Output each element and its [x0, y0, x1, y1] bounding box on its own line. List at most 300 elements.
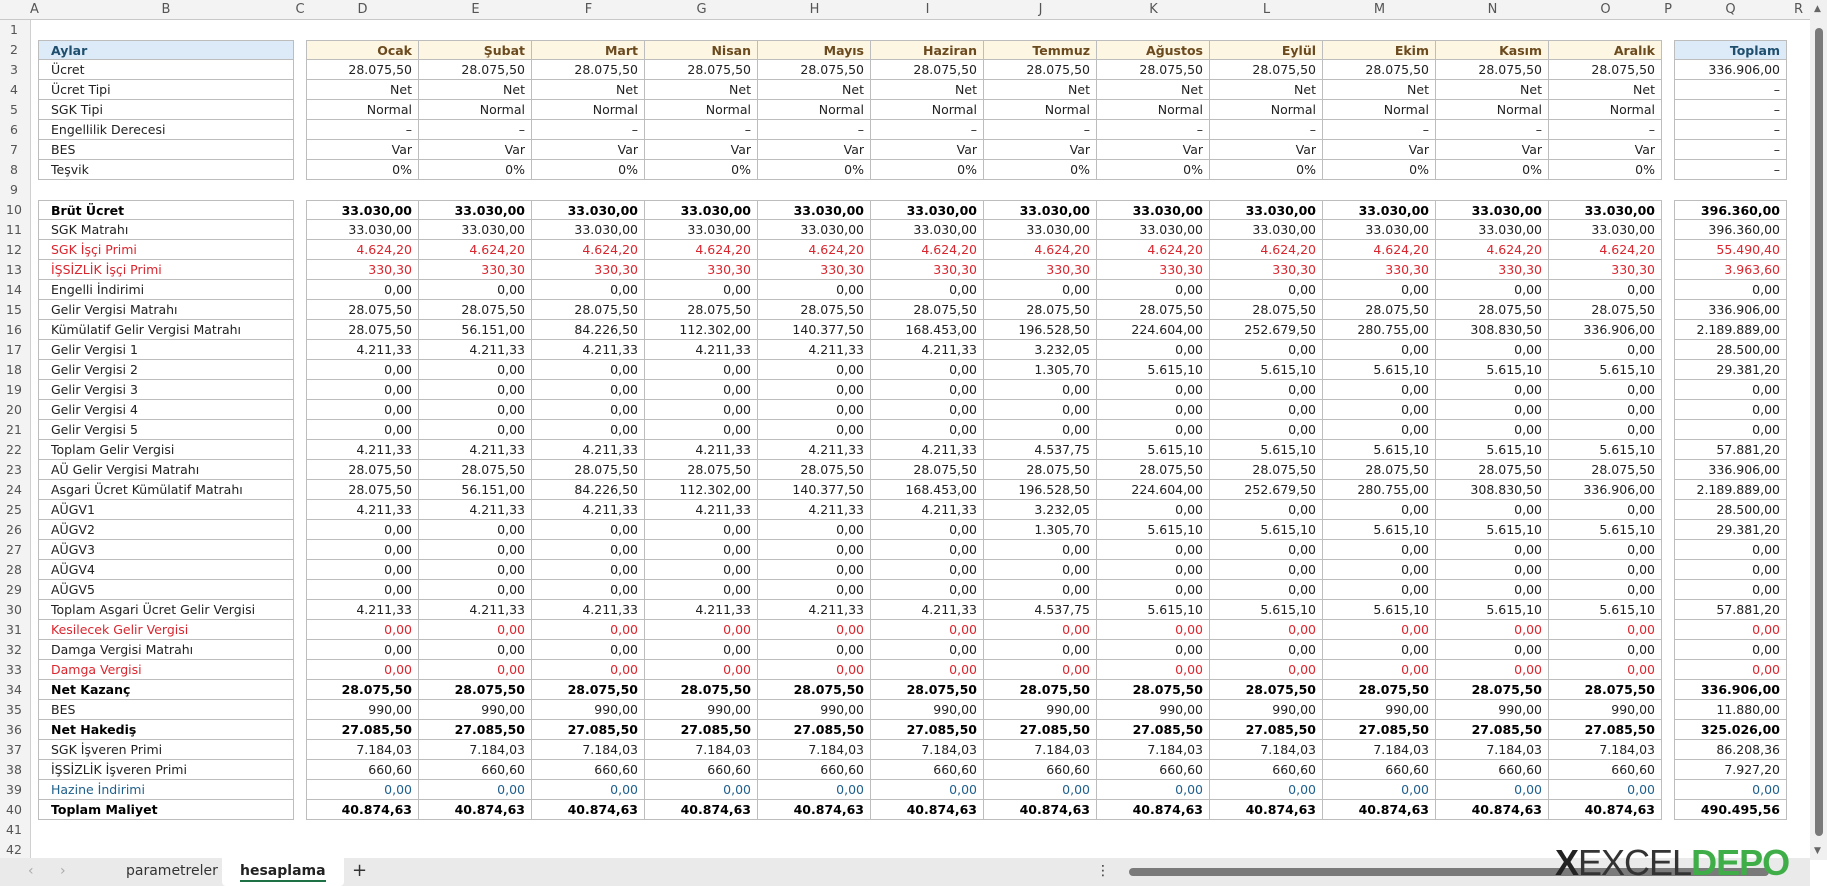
calc-cell[interactable]: 28.075,50 — [1210, 460, 1323, 480]
calc-cell[interactable]: 0,00 — [1436, 580, 1549, 600]
calc-cell[interactable]: 28.075,50 — [419, 300, 532, 320]
calc-cell[interactable]: 5.615,10 — [1323, 360, 1436, 380]
calc-cell[interactable]: 0,00 — [1097, 400, 1210, 420]
calc-cell[interactable]: 0,00 — [1097, 380, 1210, 400]
calc-cell[interactable]: 40.874,63 — [1436, 800, 1549, 820]
calc-row-label[interactable]: Gelir Vergisi 2 — [38, 360, 294, 380]
calc-cell[interactable]: 27.085,50 — [1549, 720, 1662, 740]
calc-cell[interactable]: 4.211,33 — [419, 600, 532, 620]
calc-cell[interactable]: 0,00 — [419, 400, 532, 420]
param-cell[interactable]: Var — [871, 140, 984, 160]
row-header-8[interactable]: 8 — [10, 162, 18, 177]
param-cell[interactable]: Normal — [984, 100, 1097, 120]
calc-cell[interactable]: 28.075,50 — [645, 680, 758, 700]
calc-cell[interactable]: 84.226,50 — [532, 320, 645, 340]
calc-cell[interactable]: 7.184,03 — [1210, 740, 1323, 760]
calc-cell[interactable]: 5.615,10 — [1210, 440, 1323, 460]
calc-total-cell[interactable]: 336.906,00 — [1674, 460, 1787, 480]
calc-cell[interactable]: 990,00 — [1323, 700, 1436, 720]
calc-cell[interactable]: 0,00 — [419, 380, 532, 400]
calc-cell[interactable]: 0,00 — [532, 280, 645, 300]
calc-cell[interactable]: 28.075,50 — [1323, 300, 1436, 320]
param-cell[interactable]: – — [1097, 120, 1210, 140]
calc-cell[interactable]: 28.075,50 — [1436, 300, 1549, 320]
header-month-9[interactable]: Eylül — [1210, 40, 1323, 60]
param-cell[interactable]: Normal — [1210, 100, 1323, 120]
param-cell[interactable]: – — [645, 120, 758, 140]
column-header-b[interactable]: B — [161, 2, 171, 17]
calc-cell[interactable]: 33.030,00 — [984, 200, 1097, 220]
calc-cell[interactable]: 0,00 — [758, 660, 871, 680]
calc-total-cell[interactable]: 29.381,20 — [1674, 360, 1787, 380]
calc-cell[interactable]: 0,00 — [419, 580, 532, 600]
calc-cell[interactable]: 27.085,50 — [758, 720, 871, 740]
prev-sheet-icon[interactable]: ‹ — [28, 863, 34, 879]
calc-cell[interactable]: 33.030,00 — [306, 200, 419, 220]
calc-cell[interactable]: 224.604,00 — [1097, 320, 1210, 340]
row-header-5[interactable]: 5 — [10, 102, 18, 117]
calc-cell[interactable]: 330,30 — [871, 260, 984, 280]
param-cell[interactable]: Var — [532, 140, 645, 160]
calc-row-label[interactable]: Net Hakediş — [38, 720, 294, 740]
calc-cell[interactable]: 0,00 — [1436, 500, 1549, 520]
row-header-35[interactable]: 35 — [6, 702, 22, 717]
calc-cell[interactable]: 27.085,50 — [645, 720, 758, 740]
calc-cell[interactable]: 5.615,10 — [1097, 440, 1210, 460]
calc-cell[interactable]: 84.226,50 — [532, 480, 645, 500]
calc-cell[interactable]: 0,00 — [1210, 420, 1323, 440]
calc-cell[interactable]: 0,00 — [645, 780, 758, 800]
calc-cell[interactable]: 0,00 — [1210, 580, 1323, 600]
param-cell[interactable]: 28.075,50 — [1210, 60, 1323, 80]
calc-cell[interactable]: 0,00 — [1210, 280, 1323, 300]
param-cell[interactable]: Normal — [1549, 100, 1662, 120]
calc-cell[interactable]: 33.030,00 — [419, 220, 532, 240]
calc-total-cell[interactable]: 0,00 — [1674, 780, 1787, 800]
calc-cell[interactable]: 0,00 — [758, 540, 871, 560]
calc-cell[interactable]: 7.184,03 — [419, 740, 532, 760]
scroll-up-icon[interactable]: ▲ — [1814, 4, 1821, 14]
calc-cell[interactable]: 3.232,05 — [984, 340, 1097, 360]
calc-cell[interactable]: 4.211,33 — [645, 440, 758, 460]
calc-cell[interactable]: 0,00 — [306, 580, 419, 600]
calc-cell[interactable]: 280.755,00 — [1323, 480, 1436, 500]
calc-cell[interactable]: 330,30 — [645, 260, 758, 280]
calc-cell[interactable]: 0,00 — [1323, 500, 1436, 520]
calc-total-cell[interactable]: 336.906,00 — [1674, 680, 1787, 700]
calc-cell[interactable]: 28.075,50 — [306, 300, 419, 320]
calc-cell[interactable]: 5.615,10 — [1436, 600, 1549, 620]
calc-cell[interactable]: 5.615,10 — [1323, 440, 1436, 460]
param-cell[interactable]: 0% — [871, 160, 984, 180]
tab-parametreler[interactable]: parametreler — [126, 863, 218, 879]
calc-cell[interactable]: 660,60 — [984, 760, 1097, 780]
calc-cell[interactable]: 33.030,00 — [1097, 200, 1210, 220]
calc-cell[interactable]: 4.211,33 — [306, 600, 419, 620]
row-header-27[interactable]: 27 — [6, 542, 22, 557]
param-cell[interactable]: Normal — [1436, 100, 1549, 120]
calc-total-cell[interactable]: 2.189.889,00 — [1674, 480, 1787, 500]
calc-cell[interactable]: 33.030,00 — [758, 200, 871, 220]
calc-cell[interactable]: 140.377,50 — [758, 480, 871, 500]
calc-cell[interactable]: 4.211,33 — [306, 340, 419, 360]
calc-cell[interactable]: 0,00 — [871, 520, 984, 540]
calc-cell[interactable]: 0,00 — [306, 560, 419, 580]
calc-total-cell[interactable]: 28.500,00 — [1674, 500, 1787, 520]
calc-cell[interactable]: 28.075,50 — [532, 460, 645, 480]
calc-cell[interactable]: 28.075,50 — [532, 680, 645, 700]
column-header-f[interactable]: F — [584, 2, 593, 17]
calc-cell[interactable]: 990,00 — [532, 700, 645, 720]
column-header-o[interactable]: O — [1600, 2, 1611, 17]
calc-total-cell[interactable]: 7.927,20 — [1674, 760, 1787, 780]
calc-cell[interactable]: 4.624,20 — [758, 240, 871, 260]
calc-row-label[interactable]: SGK İşveren Primi — [38, 740, 294, 760]
calc-cell[interactable]: 0,00 — [871, 420, 984, 440]
calc-cell[interactable]: 7.184,03 — [1436, 740, 1549, 760]
calc-cell[interactable]: 0,00 — [758, 520, 871, 540]
calc-cell[interactable]: 0,00 — [645, 360, 758, 380]
param-cell[interactable]: Normal — [1097, 100, 1210, 120]
param-total-cell[interactable]: – — [1674, 140, 1787, 160]
param-label[interactable]: Ücret — [38, 60, 294, 80]
param-cell[interactable]: 28.075,50 — [1323, 60, 1436, 80]
calc-cell[interactable]: 0,00 — [419, 640, 532, 660]
calc-cell[interactable]: 33.030,00 — [645, 200, 758, 220]
calc-cell[interactable]: 27.085,50 — [871, 720, 984, 740]
calc-cell[interactable]: 28.075,50 — [1097, 680, 1210, 700]
calc-cell[interactable]: 0,00 — [532, 380, 645, 400]
calc-cell[interactable]: 33.030,00 — [1323, 200, 1436, 220]
calc-cell[interactable]: 990,00 — [1097, 700, 1210, 720]
calc-cell[interactable]: 27.085,50 — [532, 720, 645, 740]
param-cell[interactable]: 0% — [419, 160, 532, 180]
calc-cell[interactable]: 28.075,50 — [984, 680, 1097, 700]
param-cell[interactable]: Var — [306, 140, 419, 160]
calc-cell[interactable]: 0,00 — [758, 780, 871, 800]
calc-cell[interactable]: 28.075,50 — [645, 460, 758, 480]
column-header-j[interactable]: J — [1038, 2, 1043, 17]
calc-cell[interactable]: 660,60 — [1323, 760, 1436, 780]
header-aylar[interactable]: Aylar — [38, 40, 294, 60]
calc-cell[interactable]: 40.874,63 — [1549, 800, 1662, 820]
calc-cell[interactable]: 280.755,00 — [1323, 320, 1436, 340]
calc-cell[interactable]: 0,00 — [871, 620, 984, 640]
calc-cell[interactable]: 27.085,50 — [984, 720, 1097, 740]
calc-cell[interactable]: 33.030,00 — [984, 220, 1097, 240]
calc-cell[interactable]: 40.874,63 — [532, 800, 645, 820]
param-cell[interactable]: 28.075,50 — [1097, 60, 1210, 80]
calc-cell[interactable]: 33.030,00 — [758, 220, 871, 240]
calc-cell[interactable]: 0,00 — [1323, 400, 1436, 420]
calc-cell[interactable]: 28.075,50 — [758, 460, 871, 480]
header-month-3[interactable]: Mart — [532, 40, 645, 60]
calc-cell[interactable]: 0,00 — [1436, 620, 1549, 640]
calc-cell[interactable]: 0,00 — [1436, 380, 1549, 400]
param-cell[interactable]: Var — [758, 140, 871, 160]
calc-cell[interactable]: 28.075,50 — [645, 300, 758, 320]
calc-cell[interactable]: 0,00 — [532, 520, 645, 540]
calc-cell[interactable]: 27.085,50 — [1097, 720, 1210, 740]
row-header-18[interactable]: 18 — [6, 362, 22, 377]
column-header-i[interactable]: I — [925, 2, 930, 17]
calc-cell[interactable]: 0,00 — [984, 640, 1097, 660]
calc-cell[interactable]: 33.030,00 — [306, 220, 419, 240]
calc-cell[interactable]: 0,00 — [871, 380, 984, 400]
calc-cell[interactable]: 28.075,50 — [1323, 460, 1436, 480]
row-header-1[interactable]: 1 — [10, 22, 18, 37]
calc-cell[interactable]: 28.075,50 — [1549, 680, 1662, 700]
calc-cell[interactable]: 0,00 — [1323, 580, 1436, 600]
row-header-20[interactable]: 20 — [6, 402, 22, 417]
calc-cell[interactable]: 0,00 — [419, 540, 532, 560]
calc-cell[interactable]: 4.537,75 — [984, 440, 1097, 460]
calc-cell[interactable]: 0,00 — [1210, 560, 1323, 580]
calc-cell[interactable]: 0,00 — [984, 540, 1097, 560]
calc-cell[interactable]: 0,00 — [645, 520, 758, 540]
calc-cell[interactable]: 4.624,20 — [306, 240, 419, 260]
row-header-31[interactable]: 31 — [6, 622, 22, 637]
calc-cell[interactable]: 28.075,50 — [419, 680, 532, 700]
calc-cell[interactable]: 5.615,10 — [1097, 600, 1210, 620]
calc-cell[interactable]: 112.302,00 — [645, 480, 758, 500]
calc-row-label[interactable]: Toplam Maliyet — [38, 800, 294, 820]
add-sheet-button[interactable]: + — [352, 860, 368, 881]
calc-cell[interactable]: 33.030,00 — [871, 220, 984, 240]
calc-cell[interactable]: 4.211,33 — [306, 500, 419, 520]
calc-cell[interactable]: 28.075,50 — [419, 460, 532, 480]
calc-cell[interactable]: 40.874,63 — [1210, 800, 1323, 820]
param-cell[interactable]: Normal — [645, 100, 758, 120]
calc-cell[interactable]: 40.874,63 — [306, 800, 419, 820]
calc-total-cell[interactable]: 0,00 — [1674, 420, 1787, 440]
calc-total-cell[interactable]: 0,00 — [1674, 380, 1787, 400]
calc-cell[interactable]: 330,30 — [1549, 260, 1662, 280]
calc-total-cell[interactable]: 57.881,20 — [1674, 440, 1787, 460]
column-header-r[interactable]: R — [1793, 2, 1804, 17]
param-cell[interactable]: 28.075,50 — [419, 60, 532, 80]
column-header-q[interactable]: Q — [1725, 2, 1736, 17]
calc-cell[interactable]: 0,00 — [532, 660, 645, 680]
calc-total-cell[interactable]: 396.360,00 — [1674, 220, 1787, 240]
calc-cell[interactable]: 7.184,03 — [871, 740, 984, 760]
calc-row-label[interactable]: AÜGV4 — [38, 560, 294, 580]
calc-cell[interactable]: 4.211,33 — [306, 440, 419, 460]
header-month-5[interactable]: Mayıs — [758, 40, 871, 60]
row-header-24[interactable]: 24 — [6, 482, 22, 497]
calc-row-label[interactable]: Asgari Ücret Kümülatif Matrahı — [38, 480, 294, 500]
param-cell[interactable]: Var — [419, 140, 532, 160]
calc-cell[interactable]: 0,00 — [984, 780, 1097, 800]
calc-total-cell[interactable]: 336.906,00 — [1674, 300, 1787, 320]
param-label[interactable]: BES — [38, 140, 294, 160]
param-cell[interactable]: – — [419, 120, 532, 140]
param-total-cell[interactable]: – — [1674, 120, 1787, 140]
calc-cell[interactable]: 4.211,33 — [758, 440, 871, 460]
calc-cell[interactable]: 28.075,50 — [1210, 300, 1323, 320]
calc-cell[interactable]: 0,00 — [1436, 400, 1549, 420]
calc-cell[interactable]: 0,00 — [1549, 620, 1662, 640]
calc-cell[interactable]: 4.624,20 — [419, 240, 532, 260]
row-header-6[interactable]: 6 — [10, 122, 18, 137]
column-header-h[interactable]: H — [809, 2, 820, 17]
column-header-g[interactable]: G — [696, 2, 707, 17]
calc-total-cell[interactable]: 0,00 — [1674, 560, 1787, 580]
calc-row-label[interactable]: AÜGV5 — [38, 580, 294, 600]
row-header-29[interactable]: 29 — [6, 582, 22, 597]
calc-cell[interactable]: 33.030,00 — [532, 220, 645, 240]
calc-cell[interactable]: 33.030,00 — [645, 220, 758, 240]
param-total-cell[interactable]: – — [1674, 80, 1787, 100]
calc-cell[interactable]: 0,00 — [1210, 620, 1323, 640]
calc-cell[interactable]: 5.615,10 — [1549, 360, 1662, 380]
calc-cell[interactable]: 4.211,33 — [871, 440, 984, 460]
param-cell[interactable]: Net — [532, 80, 645, 100]
calc-cell[interactable]: 0,00 — [1097, 340, 1210, 360]
param-label[interactable]: Engellilik Derecesi — [38, 120, 294, 140]
calc-cell[interactable]: 0,00 — [1097, 660, 1210, 680]
param-cell[interactable]: Normal — [1323, 100, 1436, 120]
calc-cell[interactable]: 27.085,50 — [419, 720, 532, 740]
calc-cell[interactable]: 0,00 — [871, 400, 984, 420]
calc-cell[interactable]: 0,00 — [306, 640, 419, 660]
calc-cell[interactable]: 990,00 — [871, 700, 984, 720]
calc-cell[interactable]: 5.615,10 — [1436, 440, 1549, 460]
calc-cell[interactable]: 0,00 — [871, 540, 984, 560]
calc-cell[interactable]: 4.624,20 — [532, 240, 645, 260]
calc-cell[interactable]: 0,00 — [532, 400, 645, 420]
calc-cell[interactable]: 0,00 — [1323, 560, 1436, 580]
calc-cell[interactable]: 0,00 — [1323, 540, 1436, 560]
calc-cell[interactable]: 330,30 — [758, 260, 871, 280]
calc-cell[interactable]: 0,00 — [645, 280, 758, 300]
calc-cell[interactable]: 0,00 — [1097, 640, 1210, 660]
calc-cell[interactable]: 5.615,10 — [1210, 600, 1323, 620]
more-options-icon[interactable]: ⋮ — [1096, 863, 1110, 879]
row-header-25[interactable]: 25 — [6, 502, 22, 517]
calc-cell[interactable]: 0,00 — [1436, 340, 1549, 360]
calc-cell[interactable]: 990,00 — [419, 700, 532, 720]
calc-cell[interactable]: 0,00 — [871, 560, 984, 580]
calc-cell[interactable]: 336.906,00 — [1549, 320, 1662, 340]
calc-cell[interactable]: 56.151,00 — [419, 480, 532, 500]
calc-cell[interactable]: 28.075,50 — [306, 320, 419, 340]
param-cell[interactable]: Net — [1436, 80, 1549, 100]
calc-cell[interactable]: 0,00 — [1210, 400, 1323, 420]
calc-cell[interactable]: 0,00 — [984, 380, 1097, 400]
calc-cell[interactable]: 0,00 — [532, 560, 645, 580]
row-header-32[interactable]: 32 — [6, 642, 22, 657]
param-total-cell[interactable]: 336.906,00 — [1674, 60, 1787, 80]
calc-cell[interactable]: 33.030,00 — [419, 200, 532, 220]
param-cell[interactable]: 28.075,50 — [1436, 60, 1549, 80]
param-cell[interactable]: Var — [1549, 140, 1662, 160]
param-cell[interactable]: Net — [306, 80, 419, 100]
row-header-34[interactable]: 34 — [6, 682, 22, 697]
row-header-36[interactable]: 36 — [6, 722, 22, 737]
calc-cell[interactable]: 4.211,33 — [871, 340, 984, 360]
calc-cell[interactable]: 33.030,00 — [1210, 220, 1323, 240]
calc-cell[interactable]: 7.184,03 — [1549, 740, 1662, 760]
param-cell[interactable]: Net — [758, 80, 871, 100]
calc-cell[interactable]: 0,00 — [532, 360, 645, 380]
calc-cell[interactable]: 0,00 — [532, 580, 645, 600]
row-header-9[interactable]: 9 — [10, 182, 18, 197]
calc-cell[interactable]: 0,00 — [306, 620, 419, 640]
calc-cell[interactable]: 28.075,50 — [1436, 680, 1549, 700]
calc-cell[interactable]: 28.075,50 — [758, 300, 871, 320]
calc-cell[interactable]: 0,00 — [1549, 500, 1662, 520]
param-cell[interactable]: 0% — [1549, 160, 1662, 180]
calc-cell[interactable]: 660,60 — [306, 760, 419, 780]
calc-cell[interactable]: 27.085,50 — [1323, 720, 1436, 740]
calc-cell[interactable]: 0,00 — [1097, 280, 1210, 300]
calc-cell[interactable]: 4.624,20 — [1436, 240, 1549, 260]
calc-cell[interactable]: 4.624,20 — [1097, 240, 1210, 260]
calc-cell[interactable]: 0,00 — [532, 420, 645, 440]
calc-row-label[interactable]: Kesilecek Gelir Vergisi — [38, 620, 294, 640]
calc-cell[interactable]: 0,00 — [1323, 780, 1436, 800]
calc-total-cell[interactable]: 0,00 — [1674, 640, 1787, 660]
tab-hesaplama[interactable]: hesaplama — [222, 858, 344, 886]
calc-total-cell[interactable]: 0,00 — [1674, 400, 1787, 420]
calc-cell[interactable]: 0,00 — [1549, 580, 1662, 600]
row-header-30[interactable]: 30 — [6, 602, 22, 617]
calc-cell[interactable]: 33.030,00 — [1436, 200, 1549, 220]
header-month-12[interactable]: Aralık — [1549, 40, 1662, 60]
param-label[interactable]: Teşvik — [38, 160, 294, 180]
calc-cell[interactable]: 4.211,33 — [645, 600, 758, 620]
param-cell[interactable]: Net — [984, 80, 1097, 100]
scroll-down-icon[interactable]: ▼ — [1814, 846, 1821, 856]
calc-cell[interactable]: 3.232,05 — [984, 500, 1097, 520]
calc-cell[interactable]: 660,60 — [1210, 760, 1323, 780]
calc-cell[interactable]: 0,00 — [1210, 340, 1323, 360]
calc-cell[interactable]: 27.085,50 — [1210, 720, 1323, 740]
calc-cell[interactable]: 4.211,33 — [532, 600, 645, 620]
calc-cell[interactable]: 0,00 — [1549, 380, 1662, 400]
calc-row-label[interactable]: Toplam Asgari Ücret Gelir Vergisi — [38, 600, 294, 620]
calc-cell[interactable]: 0,00 — [1436, 660, 1549, 680]
calc-cell[interactable]: 0,00 — [1323, 660, 1436, 680]
param-cell[interactable]: Var — [984, 140, 1097, 160]
header-month-11[interactable]: Kasım — [1436, 40, 1549, 60]
row-header-11[interactable]: 11 — [6, 222, 22, 237]
param-cell[interactable]: – — [871, 120, 984, 140]
calc-cell[interactable]: 40.874,63 — [871, 800, 984, 820]
row-header-10[interactable]: 10 — [6, 202, 22, 217]
row-header-39[interactable]: 39 — [6, 782, 22, 797]
calc-cell[interactable]: 0,00 — [758, 560, 871, 580]
param-cell[interactable]: Net — [419, 80, 532, 100]
row-header-38[interactable]: 38 — [6, 762, 22, 777]
calc-cell[interactable]: 990,00 — [645, 700, 758, 720]
calc-cell[interactable]: 4.211,33 — [419, 500, 532, 520]
calc-cell[interactable]: 660,60 — [871, 760, 984, 780]
calc-cell[interactable]: 0,00 — [1549, 540, 1662, 560]
header-month-4[interactable]: Nisan — [645, 40, 758, 60]
calc-cell[interactable]: 5.615,10 — [1323, 600, 1436, 620]
param-cell[interactable]: Net — [645, 80, 758, 100]
column-header-a[interactable]: A — [30, 2, 39, 17]
calc-cell[interactable]: 28.075,50 — [871, 460, 984, 480]
calc-cell[interactable]: 7.184,03 — [1097, 740, 1210, 760]
calc-cell[interactable]: 7.184,03 — [306, 740, 419, 760]
param-cell[interactable]: – — [1210, 120, 1323, 140]
calc-cell[interactable]: 308.830,50 — [1436, 480, 1549, 500]
calc-cell[interactable]: 33.030,00 — [532, 200, 645, 220]
row-header-3[interactable]: 3 — [10, 62, 18, 77]
